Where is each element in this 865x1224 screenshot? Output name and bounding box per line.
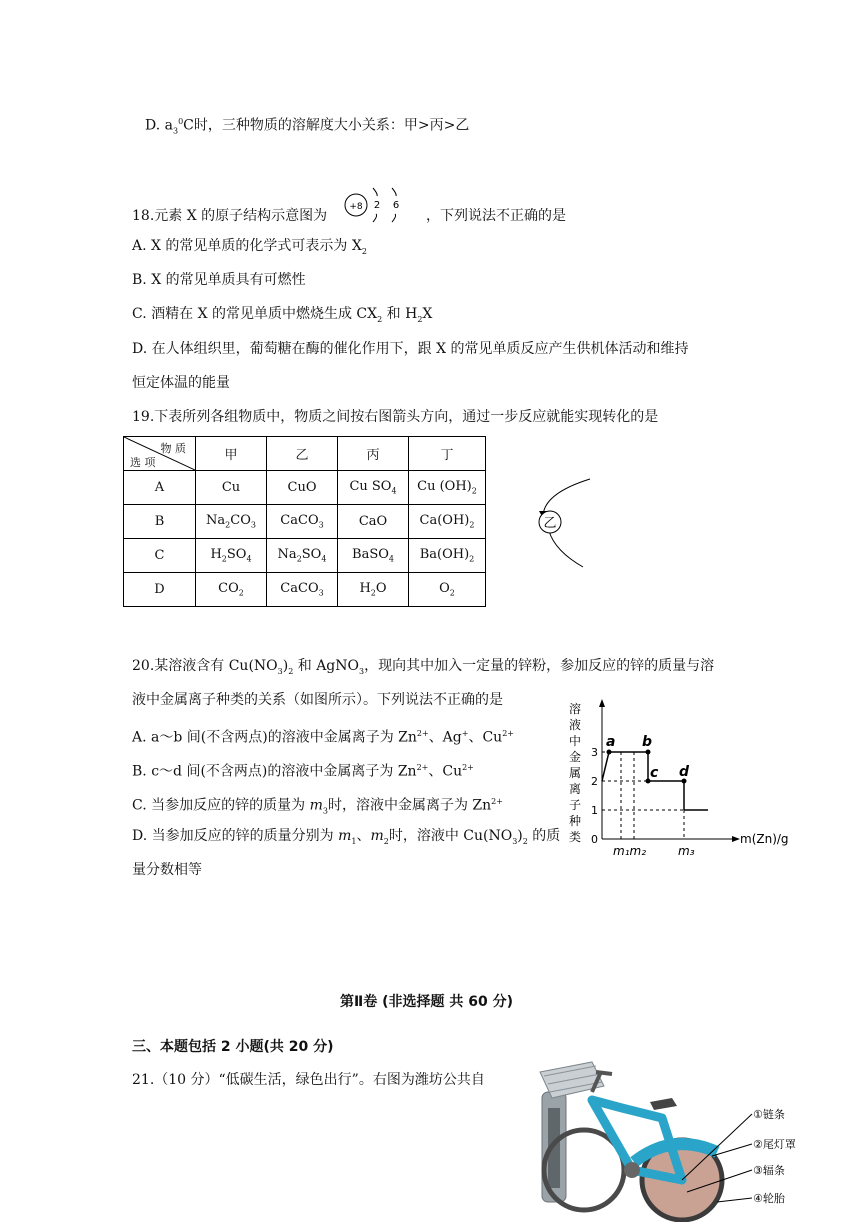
corner-top-label: 物 质 (160, 442, 186, 455)
q17-d-prefix: D. a (145, 117, 173, 134)
y-tick-label: 3 (591, 746, 598, 759)
q19-corner-cell (124, 437, 196, 471)
q19-row (124, 539, 486, 573)
q19-stem: 19.下表所列各组物质中，物质之间按右图箭头方向，通过一步反应就能实现转化的是 (132, 409, 659, 425)
label-spoke: ③辐条 (753, 1164, 785, 1177)
q18-c-t3: X (422, 306, 433, 322)
y-tick-label: 1 (591, 804, 598, 817)
callout-line-4 (717, 1198, 752, 1202)
q19-cell: Cu (196, 471, 267, 505)
x-tick-label-m3: m₃ (678, 844, 695, 858)
q19-cell: $CO_2$ (196, 573, 267, 607)
q19-option-cell: D (124, 573, 196, 607)
data-point (646, 750, 651, 755)
q19-header: 乙 (267, 437, 338, 471)
arc-out (549, 531, 583, 567)
y-axis-label-char: 金 (569, 750, 582, 764)
y-axis-label-char: 中 (569, 734, 582, 748)
point-label: d (679, 764, 690, 780)
q18-c-t1: C. 酒精在 X 的常见单质中燃烧生成 CX (132, 306, 378, 322)
section3-title: 三、本题包括 2 小题(共 20 分) (132, 1039, 334, 1055)
q18-stem-b: ，下列说法不正确的是 (426, 208, 567, 224)
q20-stem-line1: 20.某溶液含有 $Cu(NO_3)_2$ 和 AgNO$_3$，现向其中加入一定量的锌粉，参加反应的锌的质量与溶 (132, 658, 715, 676)
x-tick-label-m1m2: m₁m₂ (613, 844, 646, 858)
q20-option-b: B. c～d 间(不含两点)的溶液中金属离子为 $Zn^{2+}$、$Cu^{2+}$ (132, 763, 474, 780)
crank (624, 1162, 640, 1178)
atom-structure-diagram (340, 184, 418, 224)
q18-option-b: B. X 的常见单质具有可燃性 (132, 272, 306, 288)
q18-option-d-line2: 恒定体温的能量 (132, 375, 230, 391)
q19-header-row (124, 437, 486, 471)
q19-cell: $O_2$ (409, 573, 486, 607)
q17-d-rest: C时，三种物质的溶解度大小关系：甲>丙>乙 (183, 117, 470, 134)
q18-a-text: A. X 的常见单质的化学式可表示为 X (132, 238, 362, 254)
y-axis-label-char: 离 (569, 782, 582, 796)
q18-a-sub: 2 (361, 246, 367, 256)
q19-cell: Cu $(OH)_2$ (409, 471, 486, 505)
point-label: c (650, 765, 659, 781)
q19-cell: $Ca(OH)_2$ (409, 505, 486, 539)
q20-option-a: A. a～b 间(不含两点)的溶液中金属离子为 $Zn^{2+}$、Ag+、$Cu^{2+}$ (132, 729, 514, 746)
data-point (607, 750, 612, 755)
q17-d-sub: 3 (172, 126, 179, 136)
shell2-electrons: 6 (392, 200, 400, 211)
y-axis-arrow-icon (599, 699, 605, 707)
q20-option-d-line2: 量分数相等 (132, 862, 202, 878)
q21-stem: 21.（10 分）“低碳生活，绿色出行”。右图为潍坊公共自 (132, 1072, 485, 1088)
point-label: a (606, 734, 616, 750)
q19-cell: BaSO$_4$ (338, 539, 409, 573)
q19-row (124, 573, 486, 607)
q19-cell: $H_2SO_4$ (196, 539, 267, 573)
y-axis-label-char: 种 (569, 814, 582, 828)
q17-d-sup: 0 (178, 117, 184, 126)
bicycle-illustration (522, 1052, 822, 1222)
y-axis-label-char: 类 (569, 830, 582, 844)
label-tire: ④轮胎 (753, 1192, 785, 1205)
q18-stem-a: 18.元素 X 的原子结构示意图为 (132, 208, 328, 224)
node-label: 乙 (543, 516, 557, 531)
q19-option-cell: A (124, 471, 196, 505)
label-chain: ①链条 (753, 1108, 785, 1121)
q19-table-body (124, 471, 486, 607)
x-axis-label: m(Zn)/g (740, 832, 789, 846)
arc-in (543, 479, 590, 515)
q19-header: 丙 (338, 437, 409, 471)
q19-cell: CuO (267, 471, 338, 505)
q20-stem-line2: 液中金属离子种类的关系（如图所示）。下列说法不正确的是 (132, 692, 503, 708)
y-axis-label-char: 溶 (569, 702, 582, 716)
step-rise (602, 752, 609, 781)
q19-cell: $Ba(OH)_2$ (409, 539, 486, 573)
y-tick-label: 0 (591, 833, 598, 846)
point-label: b (642, 734, 653, 750)
bike-basket (540, 1062, 604, 1098)
bike-seat (650, 1098, 677, 1110)
q19-header: 丁 (409, 437, 486, 471)
nucleus-charge: +8 (349, 202, 363, 212)
q19-row (124, 471, 486, 505)
y-axis-label-char: 属 (569, 766, 582, 780)
q19-cell: $H_2O$ (338, 573, 409, 607)
q20-option-d-line1: D. 当参加反应的锌的质量分别为 $m_1$、$m_2$时，溶液中 $Cu(NO_3)_2$ 的质 (132, 828, 561, 846)
corner-bottom-label: 选 项 (130, 456, 156, 469)
q19-header: 甲 (196, 437, 267, 471)
q20-chart (566, 695, 801, 860)
q19-cell: CaCO$_3$ (267, 505, 338, 539)
q18-option-c (132, 304, 432, 330)
q18-c-s2: 2 (417, 314, 423, 324)
q17-option-d (145, 112, 469, 141)
x-axis-arrow-icon (732, 836, 740, 842)
q19-row (124, 505, 486, 539)
q18-c-t2: 和 H (382, 306, 418, 322)
q19-cycle-diagram (525, 475, 605, 571)
q19-option-cell: B (124, 505, 196, 539)
q19-cell: $Na_2SO_4$ (267, 539, 338, 573)
q18-option-d-line1: D. 在人体组织里，葡萄糖在酶的催化作用下，跟 X 的常见单质反应产生供机体活动和维持 (132, 341, 689, 357)
section2-title: 第Ⅱ卷 (非选择题 共 60 分) (340, 994, 513, 1010)
y-axis-label-char: 子 (569, 798, 582, 812)
q19-cell: Cu $SO_4$ (338, 471, 409, 505)
shell1-electrons: 2 (373, 200, 381, 211)
q18-option-a (132, 236, 367, 262)
q19-cell: CaCO$_3$ (267, 573, 338, 607)
y-axis-label-char: 液 (569, 718, 582, 732)
y-tick-label: 2 (591, 775, 598, 788)
q18-c-s1: 2 (377, 314, 383, 324)
q19-table (123, 436, 486, 607)
q19-cell: $Na_2CO_3$ (196, 505, 267, 539)
q19-cell: CaO (338, 505, 409, 539)
q19-option-cell: C (124, 539, 196, 573)
label-taillight: ②尾灯罩 (753, 1138, 796, 1151)
q20-option-c: C. 当参加反应的锌的质量为 $m_3$时，溶液中金属离子为 $Zn^{2+}$ (132, 797, 503, 816)
